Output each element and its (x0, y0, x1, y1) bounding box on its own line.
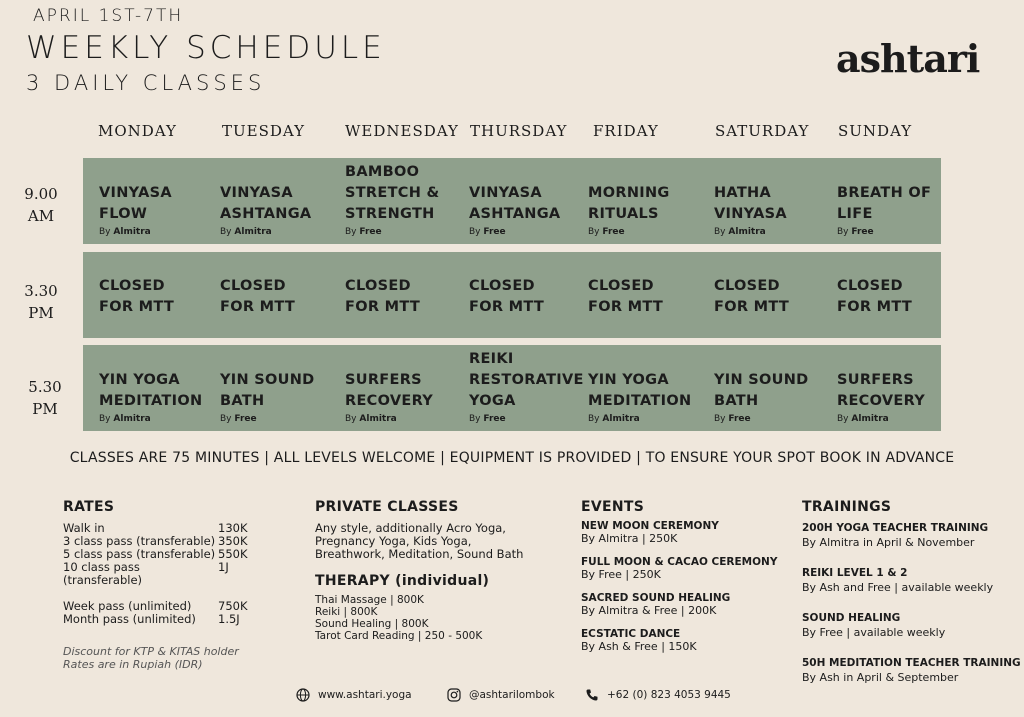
class-name-line: FOR MTT (469, 299, 545, 315)
instructor-name: Free (359, 227, 382, 237)
class-cell (345, 276, 467, 318)
class-cell (99, 349, 221, 424)
instructor-name: Almitra (728, 227, 766, 237)
rate-price: 130K (218, 521, 248, 535)
class-name-line: SURFERS (837, 372, 914, 388)
instructor-line (469, 414, 591, 424)
class-name-line: STRETCH & (345, 185, 440, 201)
class-cell (714, 162, 836, 237)
training-item (802, 567, 1022, 594)
class-cell (588, 349, 710, 424)
training-name: REIKI LEVEL 1 & 2 (802, 567, 908, 579)
time-label-afternoon (11, 280, 71, 324)
instructor-line (837, 227, 959, 237)
private-line: Breathwork, Meditation, Sound Bath (315, 547, 524, 561)
training-detail: By Almitra in April & November (802, 536, 975, 549)
event-detail: By Free | 250K (581, 568, 661, 581)
instagram-handle[interactable]: @ashtarilombok (469, 689, 555, 701)
class-name-line: BATH (220, 393, 265, 409)
day-header-wednesday: WEDNESDAY (345, 122, 459, 140)
instructor-name: Almitra (851, 414, 889, 424)
events-section (581, 499, 791, 664)
private-line: Any style, additionally Acro Yoga, (315, 521, 506, 535)
event-name: FULL MOON & CACAO CEREMONY (581, 556, 778, 568)
class-name-line: FOR MTT (837, 299, 913, 315)
therapy-item: Thai Massage | 800K (315, 594, 424, 606)
class-name-line: CLOSED (837, 278, 903, 294)
class-name-line: CLOSED (345, 278, 411, 294)
rate-label: 3 class pass (transferable) (63, 534, 216, 548)
training-name: 50H MEDITATION TEACHER TRAINING (802, 657, 1021, 669)
day-header-friday: FRIDAY (593, 122, 659, 140)
training-name: 200H YOGA TEACHER TRAINING (802, 522, 989, 534)
class-name-line: MEDITATION (99, 393, 203, 409)
class-name-line: RESTORATIVE (469, 372, 584, 388)
instructor-prefix: By (469, 227, 481, 237)
rate-label: 10 class pass (transferable) (63, 560, 143, 587)
class-cell (99, 276, 221, 318)
therapy-list (315, 594, 555, 642)
website-link[interactable]: www.ashtari.yoga (318, 689, 412, 701)
instructor-name: Almitra (359, 414, 397, 424)
rate-label: Walk in (63, 521, 105, 535)
rates-discount-note: Discount for KTP & KITAS holder (63, 645, 239, 658)
instagram-icon (447, 688, 461, 702)
trainings-title: TRAININGS (802, 499, 892, 515)
instructor-line (837, 414, 959, 424)
class-name-line: BATH (714, 393, 759, 409)
event-item (581, 556, 791, 581)
rates-currency-note: Rates are in Rupiah (IDR) (63, 658, 203, 671)
page-title: WEEKLY SCHEDULE (26, 30, 386, 66)
globe-icon (296, 688, 310, 702)
instructor-prefix: By (837, 414, 849, 424)
class-name-line: RECOVERY (345, 393, 434, 409)
instructor-line (220, 227, 342, 237)
private-title: PRIVATE CLASSES (315, 499, 459, 515)
class-name-line: FOR MTT (714, 299, 790, 315)
footer-phone[interactable] (585, 688, 731, 702)
trainings-list (802, 522, 1022, 684)
class-name-line: FLOW (99, 206, 148, 222)
day-header-saturday: SATURDAY (715, 122, 810, 140)
private-section (315, 499, 555, 642)
event-detail: By Ash & Free | 150K (581, 640, 697, 653)
class-name-line: VINYASA (469, 185, 542, 201)
rate-price: 550K (218, 547, 248, 561)
event-item (581, 628, 791, 653)
instructor-line (588, 227, 710, 237)
class-cell (469, 349, 591, 424)
rate-label: Week pass (unlimited) (63, 599, 192, 613)
time-value: 3.30 (24, 282, 58, 300)
class-name-line: ASHTANGA (469, 206, 561, 222)
class-info-notice: CLASSES ARE 75 MINUTES | ALL LEVELS WELCOME | EQUIPMENT IS PROVIDED | TO ENSURE YOUR SPOT BOOK IN ADVANCE (69, 450, 955, 466)
time-value: 5.30 (28, 378, 62, 396)
instructor-line (588, 414, 710, 424)
instructor-name: Almitra (234, 227, 272, 237)
rate-price: 350K (218, 534, 248, 548)
footer-website[interactable] (296, 688, 412, 702)
instructor-name: Free (234, 414, 257, 424)
therapy-item: Sound Healing | 800K (315, 618, 429, 630)
training-item (802, 657, 1022, 684)
class-cell (345, 162, 467, 237)
rates-list (63, 522, 283, 587)
rate-label: Month pass (unlimited) (63, 612, 196, 626)
instructor-prefix: By (714, 227, 726, 237)
event-name: SACRED SOUND HEALING (581, 592, 731, 604)
class-name-line: HATHA (714, 185, 771, 201)
class-name-line: FOR MTT (99, 299, 175, 315)
instructor-prefix: By (345, 227, 357, 237)
instructor-prefix: By (837, 227, 849, 237)
time-value: 9.00 (24, 185, 58, 203)
class-cell (99, 162, 221, 237)
class-name-line: YOGA (469, 393, 516, 409)
time-label-morning (11, 183, 71, 227)
rate-label: 5 class pass (transferable) (63, 547, 216, 561)
event-detail: By Almitra | 250K (581, 532, 678, 545)
instructor-prefix: By (588, 414, 600, 424)
instructor-name: Free (483, 414, 506, 424)
time-label-evening (15, 376, 75, 420)
therapy-title: THERAPY (individual) (315, 573, 490, 589)
rate-price: 750K (218, 599, 248, 613)
class-name-line: MEDITATION (588, 393, 692, 409)
time-period: PM (28, 304, 54, 322)
instructor-prefix: By (588, 227, 600, 237)
class-name-line: CLOSED (469, 278, 535, 294)
training-detail: By Ash in April & September (802, 671, 959, 684)
class-name-line: VINYASA (220, 185, 293, 201)
class-name-line: RITUALS (588, 206, 659, 222)
class-name-line: YIN YOGA (99, 372, 180, 388)
instructor-name: Free (728, 414, 751, 424)
day-header-monday: MONDAY (98, 122, 177, 140)
instructor-prefix: By (220, 414, 232, 424)
class-cell (220, 276, 342, 318)
instructor-prefix: By (469, 414, 481, 424)
instructor-prefix: By (99, 414, 111, 424)
rate-row (63, 613, 283, 626)
rate-price: 1J (218, 560, 229, 574)
class-name-line: RECOVERY (837, 393, 926, 409)
time-period: PM (32, 400, 58, 418)
rates-title: RATES (63, 499, 115, 515)
rate-price: 1.5J (218, 612, 240, 626)
page-subtitle: 3 DAILY CLASSES (26, 71, 266, 95)
training-name: SOUND HEALING (802, 612, 901, 624)
instructor-line (714, 227, 836, 237)
class-cell (469, 162, 591, 237)
rate-row (63, 561, 283, 587)
class-cell (220, 162, 342, 237)
class-name-line: FOR MTT (345, 299, 421, 315)
class-cell (837, 276, 959, 318)
instructor-name: Almitra (113, 414, 151, 424)
footer-instagram[interactable] (447, 688, 555, 702)
day-header-thursday: THURSDAY (470, 122, 568, 140)
class-cell (220, 349, 342, 424)
instructor-name: Free (483, 227, 506, 237)
events-title: EVENTS (581, 499, 645, 515)
class-name-line: YIN SOUND (714, 372, 809, 388)
class-name-line: YIN SOUND (220, 372, 315, 388)
day-header-sunday: SUNDAY (838, 122, 913, 140)
phone-icon (585, 688, 599, 702)
time-period: AM (27, 207, 55, 225)
instructor-line (345, 227, 467, 237)
instructor-line (220, 414, 342, 424)
class-name-line: STRENGTH (345, 206, 435, 222)
instructor-name: Free (602, 227, 625, 237)
trainings-section (802, 499, 1022, 702)
class-name-line: ASHTANGA (220, 206, 312, 222)
class-name-line: BREATH OF (837, 185, 932, 201)
instructor-prefix: By (714, 414, 726, 424)
event-item (581, 520, 791, 545)
class-cell (714, 276, 836, 318)
class-cell (837, 162, 959, 237)
therapy-item: Reiki | 800K (315, 606, 378, 618)
event-name: ECSTATIC DANCE (581, 628, 681, 640)
training-item (802, 522, 1022, 549)
brand-logo: ashtari (836, 36, 980, 81)
class-cell (588, 162, 710, 237)
class-name-line: MORNING (588, 185, 670, 201)
therapy-item: Tarot Card Reading | 250 - 500K (315, 630, 483, 642)
class-name-line: CLOSED (588, 278, 654, 294)
instructor-name: Almitra (602, 414, 640, 424)
instructor-line (99, 414, 221, 424)
date-range: APRIL 1ST-7TH (33, 6, 184, 26)
private-line: Pregnancy Yoga, Kids Yoga, (315, 534, 472, 548)
class-name-line: YIN YOGA (588, 372, 669, 388)
event-detail: By Almitra & Free | 200K (581, 604, 717, 617)
class-name-line: FOR MTT (588, 299, 664, 315)
class-name-line: CLOSED (714, 278, 780, 294)
instructor-line (345, 414, 467, 424)
phone-number[interactable]: +62 (0) 823 4053 9445 (607, 689, 731, 701)
event-item (581, 592, 791, 617)
class-cell (588, 276, 710, 318)
instructor-line (714, 414, 836, 424)
private-description (315, 522, 555, 561)
class-name-line: VINYASA (99, 185, 172, 201)
class-cell (469, 276, 591, 318)
event-name: NEW MOON CEREMONY (581, 520, 719, 532)
class-name-line: REIKI (469, 351, 514, 367)
class-name-line: LIFE (837, 206, 873, 222)
rates-list-unlimited (63, 600, 283, 626)
instructor-prefix: By (345, 414, 357, 424)
class-name-line: BAMBOO (345, 164, 420, 180)
training-item (802, 612, 1022, 639)
instructor-line (99, 227, 221, 237)
instructor-name: Free (851, 227, 874, 237)
class-name-line: VINYASA (714, 206, 787, 222)
class-name-line: SURFERS (345, 372, 422, 388)
instructor-line (469, 227, 591, 237)
schedule-row-morning (83, 158, 941, 244)
class-cell (345, 349, 467, 424)
training-detail: By Free | available weekly (802, 626, 946, 639)
rates-section (63, 499, 283, 671)
instructor-name: Almitra (113, 227, 151, 237)
class-cell (714, 349, 836, 424)
training-detail: By Ash and Free | available weekly (802, 581, 994, 594)
class-name-line: FOR MTT (220, 299, 296, 315)
class-cell (837, 349, 959, 424)
class-name-line: CLOSED (99, 278, 165, 294)
instructor-prefix: By (99, 227, 111, 237)
schedule-row-afternoon (83, 252, 941, 338)
day-header-tuesday: TUESDAY (222, 122, 306, 140)
instructor-prefix: By (220, 227, 232, 237)
class-name-line: CLOSED (220, 278, 286, 294)
events-list (581, 520, 791, 653)
schedule-row-evening (83, 345, 941, 431)
